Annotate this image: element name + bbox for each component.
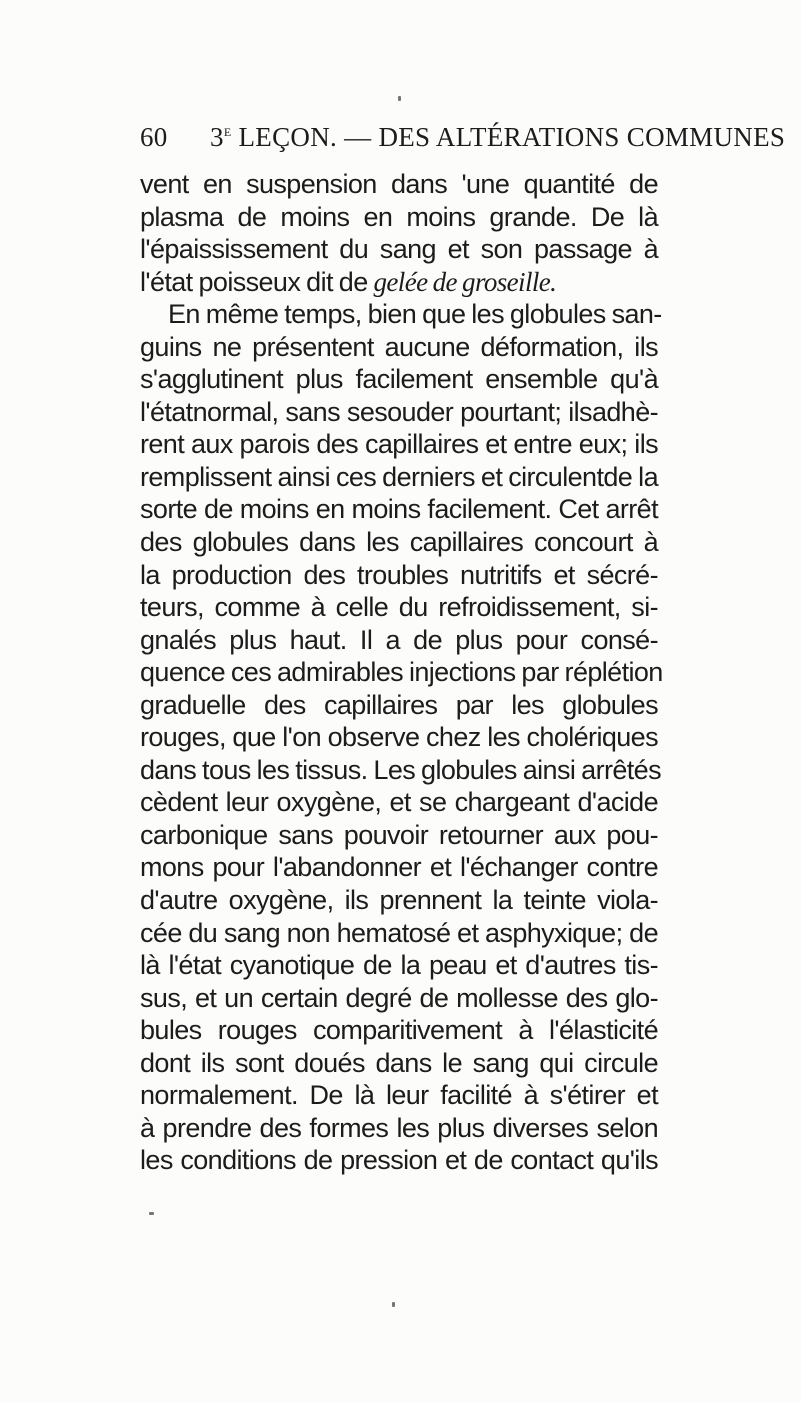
text-line: les conditions de pression et de contact qu'ils [140, 1145, 658, 1176]
text-line: là l'état cyanotique de la peau et d'autres tis- [140, 950, 658, 981]
text-line: carbonique sans pouvoir retourner aux pou- [140, 819, 658, 850]
text-line: bules rouges comparitivement à l'élasticité [140, 1015, 658, 1046]
italic-term: gelée de groseille. [373, 266, 557, 297]
paragraph-first-line: En même temps, bien que les globules san- [168, 299, 662, 330]
print-speck [392, 1302, 395, 1307]
print-speck [398, 96, 401, 101]
text-line [140, 266, 658, 299]
text-line: à prendre des formes les plus diverses selon [140, 1112, 658, 1143]
text-line: sorte de moins en moins facilement. Cet arrêt [140, 494, 658, 525]
lesson-ordinal-suffix: e [223, 121, 232, 140]
text-line: guins ne présentent aucune déformation, ils [140, 331, 658, 362]
text-line: dans tous les tissus. Les globules ainsi arrêtés [140, 754, 661, 785]
text-line: s'agglutinent plus facilement ensemble qu'à [140, 364, 658, 395]
text-line: cée du sang non hematosé et asphyxique; de [140, 917, 658, 948]
text-line: des globules dans les capillaires concourt à [140, 527, 658, 558]
text-line-start: l'état poisseux dit de [140, 266, 374, 297]
text-line: rent aux parois des capillaires et entre eux; ils [140, 429, 658, 460]
print-speck [149, 1212, 154, 1215]
text-line: graduelle des capillaires par les globules [140, 689, 658, 720]
chapter-title [210, 122, 785, 153]
chapter-title-text: LEÇON. — DES ALTÉRATIONS COMMUNES [231, 122, 786, 152]
lesson-ordinal: 3 [210, 122, 224, 152]
text-line: la production des troubles nutritifs et sécré- [140, 559, 658, 590]
text-line: vent en suspension dans 'une quantité de [140, 169, 658, 199]
text-line: gnalés plus haut. Il a de plus pour consé- [140, 624, 658, 655]
text-line: mons pour l'abandonner et l'échanger contre [140, 852, 658, 883]
text-line: rouges, que l'on observe chez les cholériques [140, 722, 658, 753]
text-line: quence ces admirables injections par réplétion [140, 657, 663, 688]
text-line: l'épaississement du sang et son passage à [140, 234, 658, 265]
text-line: teurs, comme à celle du refroidissement, si- [140, 592, 658, 623]
running-head [140, 121, 786, 156]
text-line: remplissent ainsi ces derniers et circulentde la [140, 461, 658, 492]
text-line: sus, et un certain degré de mollesse des glo- [140, 982, 658, 1013]
page-number: 60 [140, 122, 168, 152]
text-line: plasma de moins en moins grande. De là [140, 201, 658, 232]
text-line: normalement. De là leur facilité à s'étirer et [140, 1080, 658, 1111]
text-line: d'autre oxygène, ils prennent la teinte viola- [140, 885, 658, 916]
text-line: cèdent leur oxygène, et se chargeant d'acide [140, 787, 658, 818]
text-line: l'étatnormal, sans sesouder pourtant; ilsadhè- [140, 396, 658, 427]
text-line: dont ils sont doués dans le sang qui circule [140, 1047, 658, 1078]
body-text [140, 168, 663, 1177]
